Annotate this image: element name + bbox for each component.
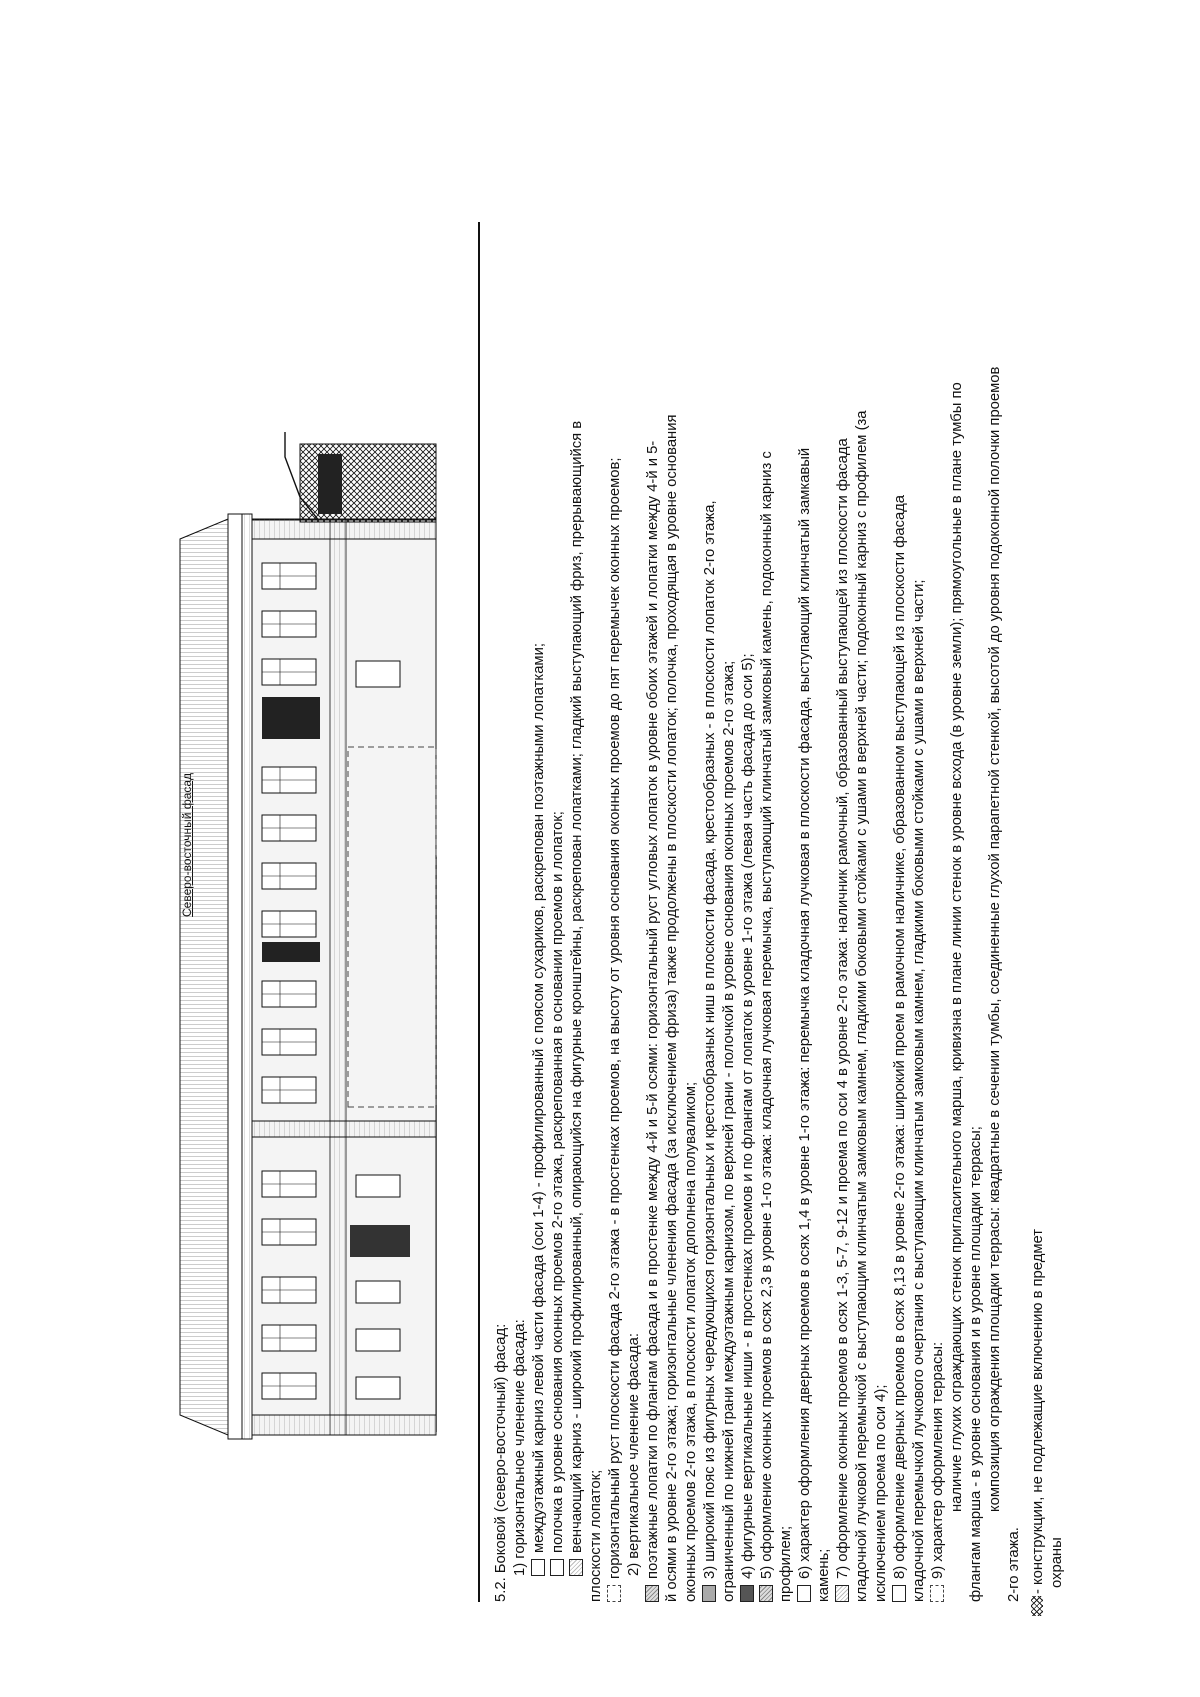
item-line: 2-го этажа. [1006,1527,1022,1602]
item-line: кладочной перемычкой лучкового очертания с выступающим клинчатым замковым камнем, гладкими боковыми стойками с ушами в верхней части; [911,579,927,1602]
subheading-horizontal: 1) горизонтальное членение фасада: [512,1319,528,1576]
subheading-vertical: 2) вертикальное членение фасада: [626,1332,642,1576]
roof [180,519,228,1435]
upper-door [262,942,320,962]
cornice [228,514,242,1439]
item-line: поэтажные лопатки по флангам фасада и в простенке между 4-й и 5-й осями: горизонтальный руст угловых лопаток в уровне обоих этажей и лопатки между 4-й и 5- [644,441,663,1602]
subheading-terrace: 9) характер оформления террасы: [929,1342,948,1602]
crosshatch-legend-icon [1031,1596,1043,1616]
pilaster [252,1121,436,1137]
upper-door [262,697,320,739]
item-line: плоскости лопаток; [588,1469,604,1602]
item-line: 6) характер оформления дверных проемов в осях 1,4 в уровне 1-го этажа: перемычка кладочная лучковая в плоскости фасада, выступающий клинчатый замкавый [796,448,815,1602]
legend-swatch [531,1559,545,1576]
legend-swatch [550,1559,564,1576]
legend-swatch [892,1585,906,1602]
item-line: 3) широкий пояс из фигурных чередующихся горизонтальных и крестообразных ниш в плоскости фасада, крестообразных - в плоскости лопаток 2-го этажа, [701,500,720,1602]
item-line: оконных проемов 2-го этажа, в плоскости лопаток дополнена полуваликом; [683,1081,699,1602]
facade-drawing [0,0,520,1697]
legend-swatch [740,1585,754,1602]
item-line: ограниченный по нижней грани междуэтажным карнизом, по верхней грани - полочкой в уровне основания оконных проемов 2-го этажа; [721,660,737,1602]
legend-swatch [797,1585,811,1602]
pilaster [252,1415,436,1435]
legend-swatch [569,1559,583,1576]
legend-swatch [759,1585,773,1602]
separator-line [478,222,480,1602]
legend-swatch [835,1585,849,1602]
note-line: - конструкции, не подлежащие включению в предмет [1029,1229,1048,1616]
item-line: 8) оформление дверных проемов в осях 8,13 в уровне 2-го этажа: широкий проем в рамочном наличнике, образованном выступающей из плоскости фасада [891,495,910,1602]
item-line: композиция ограждения площадки террасы: квадратные в сечении тумбы, соединенные глухой парапетной стенкой, высотой до уровня подоконной полочки проемов [987,366,1003,1512]
legend-swatch [645,1585,659,1602]
item-line: й осями в уровне 2-го этажа; горизонтальные членения фасада (за исключением фриза) также продолжены в плоскости лопаток; полочка, проходящая в уровне основания [664,414,680,1602]
item-line: 4) фигурные вертикальные ниши - в простенках проемов и по флангам от лопаток в уровне 1-го этажа (левая часть фасада до оси 5); [739,653,758,1602]
item-line: 5) оформление оконных проемов в осях 2,3 в уровне 1-го этажа: кладочная лучковая перемычка, выступающий клинчатый замковый камень, подоконный карниз с [758,451,777,1602]
item-line: наличие глухих ограждающих стенок пригласительного марша, кривизна в плане линии стенок в уровне всхода (в уровне земли); прямоугольные в плане тумбы по [949,382,965,1512]
item-line: исключением проема по оси 4); [873,1384,889,1602]
item-line: междуэтажный карниз левой части фасада (оси 1-4) - профилированный с поясом сухариков, раскрепован поэтажными лопатками; [530,643,549,1576]
item-line: камень; [816,1548,832,1602]
section-heading: 5.2. Боковой (северо-восточный) фасад: [493,1323,509,1602]
legend-swatch [702,1585,716,1602]
item-line: горизонтальный руст плоскости фасада 2-го этажа - в простенках проемов, на высоту от уровня основания оконных проемов до пят перемычек оконных проемов; [606,458,625,1602]
legend-swatch [607,1585,621,1602]
note-line: охраны [1049,1537,1065,1588]
item-line: венчающий карниз - широкий профилированный, опирающийся на фигурные кронштейны, раскрепован лопатками; гладкий выступающий фриз, прерывающийся в [568,421,587,1576]
lower-door [350,1225,410,1257]
item-line: профилем; [778,1525,794,1602]
facade-elevation [0,0,520,1697]
item-line: полочка в уровне основания оконных проемов 2-го этажа, раскрепованная в основании проемов и лопаток; [549,811,568,1576]
item-line: флангам марша - в уровне основания и в уровне площадки террасы; [968,1126,984,1602]
legend-swatch [930,1585,944,1602]
item-line: кладочной лучковой перемычкой с выступающим клинчатым замковым камнем, гладкими боковыми стойками с ушами в верхней части; подоконный карниз с профилем (за [854,410,870,1602]
item-line: 7) оформление оконных проемов в осях 1-3, 5-7, 9-12 и проема по оси 4 в уровне 2-го этажа: наличник рамочный, образованный выступающей из плоскости фасада [834,438,853,1602]
